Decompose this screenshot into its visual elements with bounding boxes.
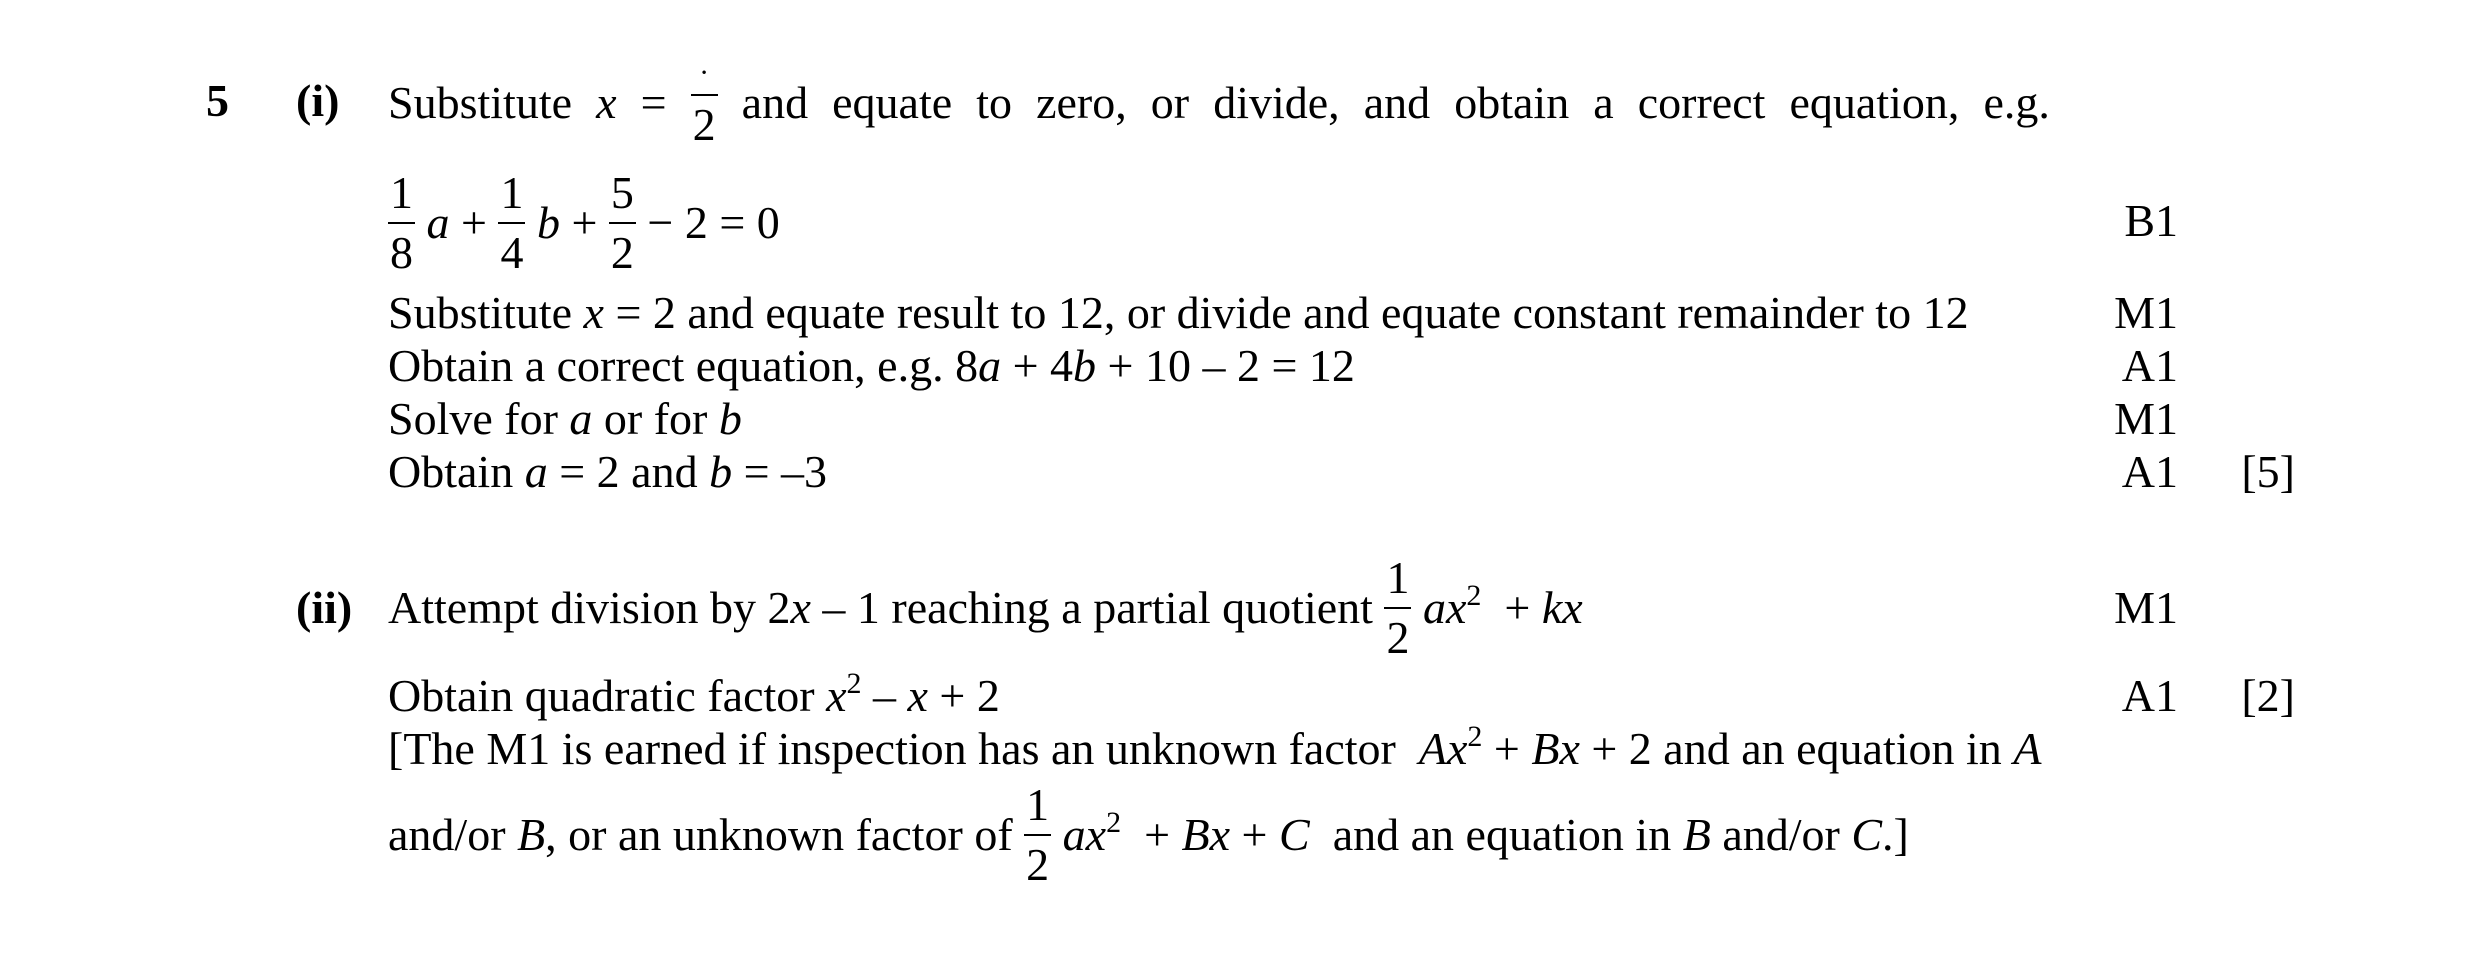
- part-i-line-1: Substitute x = $\frac{\cdot}{2}$ and equate to zero, or divide, and obtain a correct equation, e.g.: [388, 56, 2050, 150]
- part-label-i: (i): [296, 75, 340, 126]
- total-i: [5]: [2241, 446, 2295, 497]
- part-ii-line-1: Attempt division by 2x – 1 reaching a partial quotient $\frac{1}{2}$ $ax^2$ + kx: [388, 552, 1583, 663]
- total-ii: [2]: [2241, 670, 2295, 721]
- mark-i-3: A1: [2121, 340, 2178, 391]
- mark-i-1: B1: [2124, 195, 2178, 246]
- part-i-line-5: Solve for a or for b: [388, 393, 742, 444]
- mark-ii-1: M1: [2114, 582, 2178, 633]
- part-i-line-6: Obtain a = 2 and b = –3: [388, 446, 828, 497]
- mark-i-4: M1: [2114, 393, 2178, 444]
- part-i-line-3: Substitute x = 2 and equate result to 12, or divide and equate constant remainder to 12: [388, 287, 1969, 338]
- part-ii-note-2: and/or B, or an unknown factor of $\frac{1}{2}$ $ax^2 + Bx + C$ and an equation in B and/or C.]: [388, 779, 1909, 890]
- part-i-equation-1: $\frac{1}{8}$ a + $\frac{1}{4}$ b + $\frac{5}{2}$ − 2 = 0: [390, 167, 780, 278]
- mark-i-5: A1: [2121, 446, 2178, 497]
- part-ii-line-2: Obtain quadratic factor $x^2 - x + 2$: [388, 667, 1000, 721]
- mark-ii-2: A1: [2121, 670, 2178, 721]
- question-number: 5: [206, 75, 229, 126]
- row-text: [0, 0, 1, 1]
- part-i-line-4: Obtain a correct equation, e.g. 8a + 4b + 10 – 2 = 12: [388, 340, 1355, 391]
- part-ii-note-1: [The M1 is earned if inspection has an unknown factor $Ax^2 + Bx + 2$ and an equation in A: [388, 720, 2042, 774]
- mark-i-2: M1: [2114, 287, 2178, 338]
- part-label-ii: (ii): [296, 582, 353, 633]
